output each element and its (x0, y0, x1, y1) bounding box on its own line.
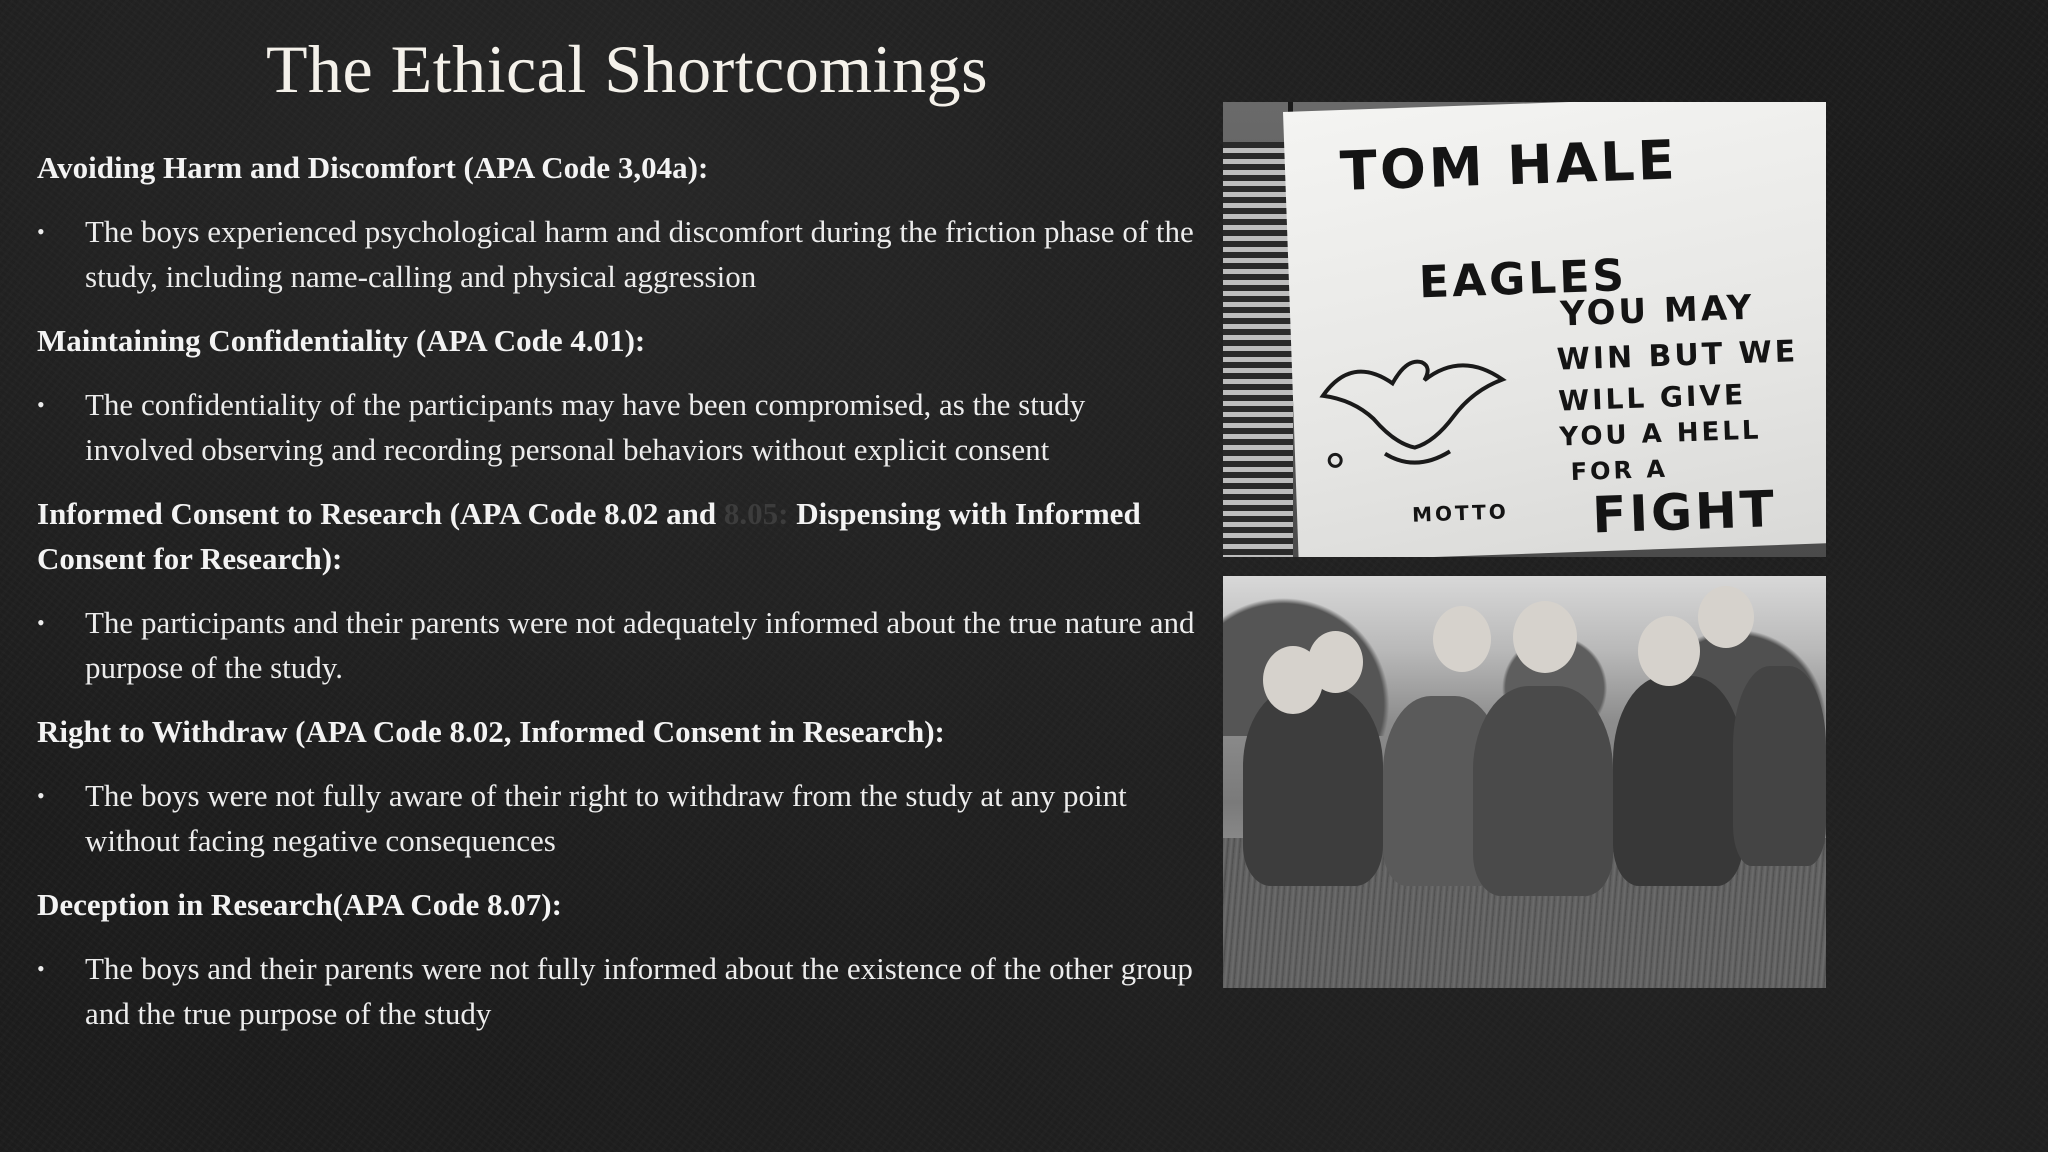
banner-text-line8: FIGHT (1591, 480, 1778, 545)
boy-figure (1613, 676, 1743, 886)
banner-text-line3: YOU MAY (1559, 287, 1756, 335)
boy-figure (1243, 686, 1383, 886)
heading-part-1: Informed Consent to Research (APA Code 8.02 and (37, 496, 717, 531)
heading-faded-code: 8.05: (723, 496, 789, 531)
section-heading-withdraw: Right to Withdraw (APA Code 8.02, Informed Consent in Research): (37, 714, 945, 749)
bullet-icon: • (37, 610, 45, 635)
banner-text-motto: MOTTO (1411, 499, 1510, 527)
boy-figure (1733, 666, 1826, 866)
banner-text-line1: TOM HALE (1339, 128, 1679, 204)
section-heading-informed-consent (37, 491, 1197, 581)
bullet-icon: • (37, 392, 45, 417)
banner-cloth (1283, 102, 1826, 557)
eagle-drawing-icon (1310, 319, 1515, 486)
bullet-withdraw (37, 773, 1197, 863)
banner-photo (1223, 102, 1826, 557)
section-heading-deception: Deception in Research(APA Code 8.07): (37, 887, 562, 922)
bullet-text: The participants and their parents were not adequately informed about the true nature and purpose of the study. (85, 605, 1195, 685)
boy-head (1433, 606, 1491, 672)
banner-text-line4: WIN BUT WE (1556, 334, 1799, 378)
person-striped-shirt (1223, 142, 1293, 557)
banner-text-line5: WILL GIVE (1557, 378, 1747, 418)
bullet-text: The boys were not fully aware of their right to withdraw from the study at any point without facing negative consequences (85, 778, 1127, 858)
bullet-informed-consent (37, 600, 1197, 690)
bullet-confidentiality (37, 382, 1197, 472)
bullet-text: The boys and their parents were not fully informed about the existence of the other group and the true purpose of the study (85, 951, 1193, 1031)
bullet-icon: • (37, 783, 45, 808)
heading-part-2: Dispensing with Informed Consent for Research): (37, 496, 1141, 576)
section-heading-harm: Avoiding Harm and Discomfort (APA Code 3,04a): (37, 150, 709, 185)
bullet-text: The confidentiality of the participants may have been compromised, as the study involved observing and recording personal behaviors without explicit consent (85, 387, 1086, 467)
boy-head (1513, 601, 1577, 673)
bullet-harm (37, 209, 1197, 299)
bullet-icon: • (37, 956, 45, 981)
bullet-icon: • (37, 219, 45, 244)
banner-text-line7: FOR A (1570, 454, 1669, 487)
bullet-deception (37, 946, 1197, 1036)
section-heading-confidentiality: Maintaining Confidentiality (APA Code 4.01): (37, 323, 646, 358)
boy-head (1308, 631, 1363, 693)
banner-text-line2: EAGLES (1418, 250, 1628, 309)
slide-title: The Ethical Shortcomings (265, 31, 989, 107)
boys-piggyback-photo (1223, 576, 1826, 988)
boy-head (1638, 616, 1700, 686)
boy-figure (1473, 686, 1613, 896)
boy-head (1698, 586, 1754, 648)
banner-text-line6: YOU A HELL (1559, 415, 1762, 453)
content-body (37, 145, 1197, 1055)
bullet-text: The boys experienced psychological harm and discomfort during the friction phase of the study, including name-calling and physical aggression (85, 214, 1194, 294)
